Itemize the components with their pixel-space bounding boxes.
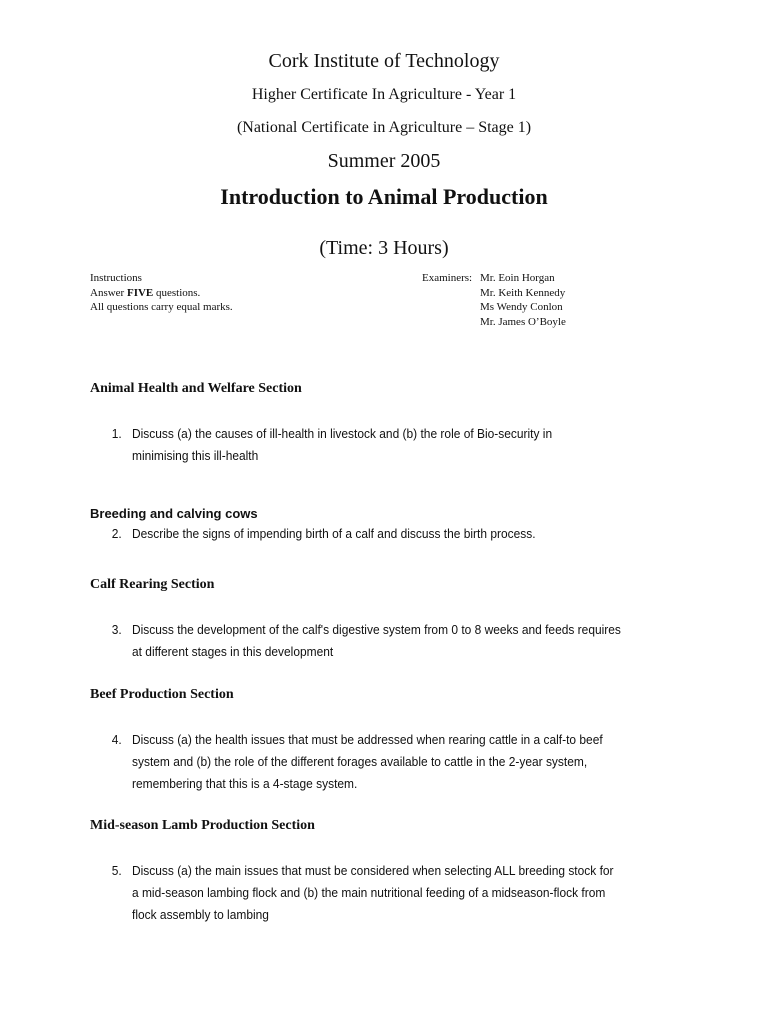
question-number: 3. bbox=[111, 622, 122, 637]
institution-name: Cork Institute of Technology bbox=[268, 50, 500, 72]
examiner-name: Ms Wendy Conlon bbox=[480, 301, 563, 313]
question-line: minimising this ill-health bbox=[132, 448, 259, 463]
question-line: Describe the signs of impending birth of a calf and discuss the birth process. bbox=[132, 526, 536, 541]
question-line: Discuss (a) the main issues that must be considered when selecting ALL breeding stock for bbox=[132, 863, 614, 878]
national-certificate-line: (National Certificate in Agriculture – Stage 1) bbox=[236, 119, 532, 136]
question-line: system and (b) the role of the different forages available to cattle in the 2-year system, bbox=[132, 754, 588, 769]
programme-title: Higher Certificate In Agriculture - Year 1 bbox=[251, 86, 517, 103]
section-heading-animal-health: Animal Health and Welfare Section bbox=[90, 381, 302, 396]
examiners-block bbox=[422, 271, 566, 329]
marks-note: All questions carry equal marks. bbox=[90, 301, 233, 313]
question-number: 5. bbox=[111, 863, 122, 878]
examiner-name: Mr. Keith Kennedy bbox=[480, 286, 566, 299]
section-heading-beef-production: Beef Production Section bbox=[90, 687, 234, 702]
question-line: Discuss the development of the calf's digestive system from 0 to 8 weeks and feeds requires bbox=[132, 622, 621, 637]
section-heading-mid-season-lamb: Mid-season Lamb Production Section bbox=[90, 818, 315, 833]
question-1 bbox=[111, 423, 629, 467]
question-4 bbox=[111, 729, 629, 795]
examiner-name: Mr. Eoin Horgan bbox=[480, 272, 555, 284]
question-line: remembering that this is a 4-stage system. bbox=[132, 776, 358, 791]
question-2 bbox=[111, 523, 629, 545]
question-number: 1. bbox=[111, 426, 122, 441]
question-line: flock assembly to lambing bbox=[132, 907, 269, 922]
course-title: Introduction to Animal Production bbox=[220, 184, 548, 209]
section-heading-calf-rearing: Calf Rearing Section bbox=[90, 577, 215, 592]
instructions-heading: Instructions bbox=[90, 272, 142, 284]
question-line: Discuss (a) the health issues that must be addressed when rearing cattle in a calf-to beef bbox=[132, 732, 603, 747]
examiner-name: Mr. James O’Boyle bbox=[480, 315, 566, 328]
question-line: at different stages in this development bbox=[132, 644, 334, 659]
exam-duration: (Time: 3 Hours) bbox=[319, 237, 449, 259]
question-number: 2. bbox=[111, 526, 122, 541]
answer-instruction bbox=[90, 286, 233, 301]
question-number: 4. bbox=[111, 732, 122, 747]
answer-prefix: Answer bbox=[90, 286, 127, 299]
question-line: Discuss (a) the causes of ill-health in livestock and (b) the role of Bio-security in bbox=[132, 426, 553, 441]
exam-session: Summer 2005 bbox=[327, 150, 441, 172]
answer-count: FIVE bbox=[126, 286, 154, 299]
question-3 bbox=[111, 619, 629, 663]
section-heading-breeding-calving: Breeding and calving cows bbox=[90, 506, 258, 521]
question-5 bbox=[111, 860, 629, 926]
instructions-block bbox=[90, 271, 233, 315]
question-line: a mid-season lambing flock and (b) the main nutritional feeding of a midseason-flock from bbox=[132, 885, 606, 900]
examiners-label: Examiners: bbox=[422, 272, 473, 284]
answer-suffix: questions. bbox=[153, 286, 201, 299]
